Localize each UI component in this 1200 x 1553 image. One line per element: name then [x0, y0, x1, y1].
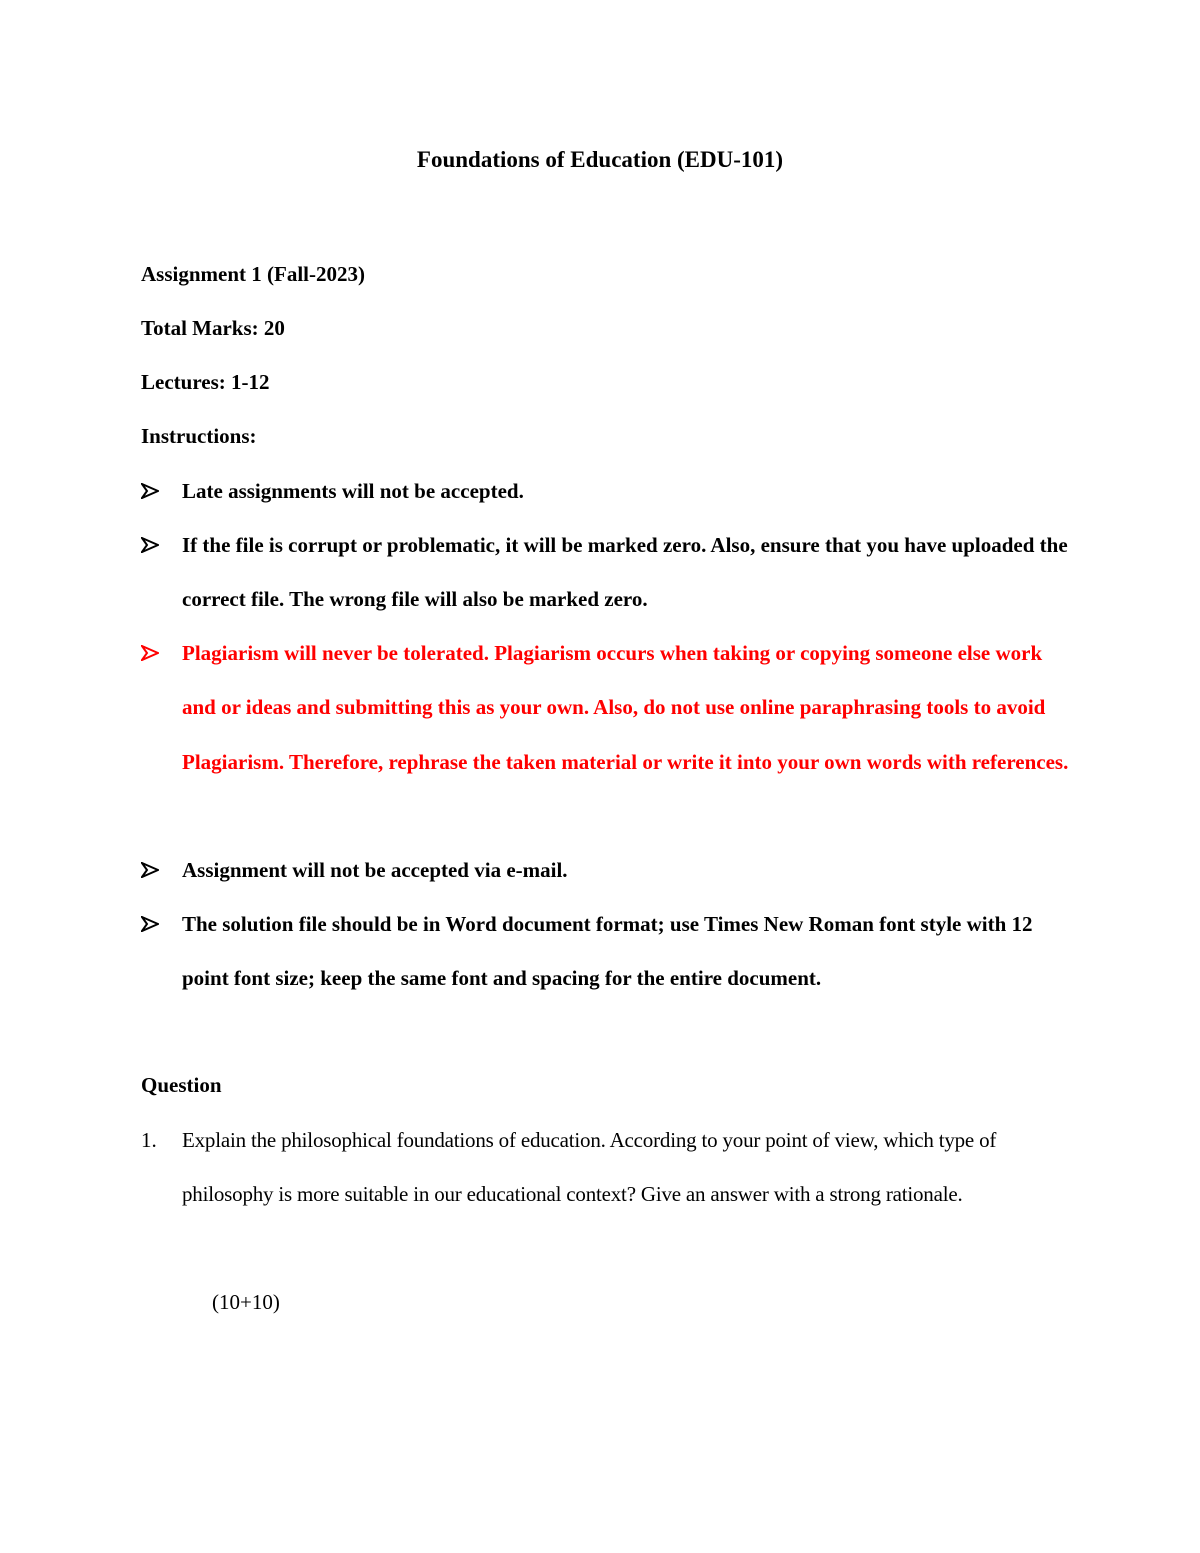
instruction-item — [141, 530, 1081, 627]
arrowhead-bullet-icon — [141, 476, 165, 506]
instruction-text: Late assignments will not be accepted. — [182, 479, 524, 503]
instruction-item — [141, 476, 1081, 518]
instruction-text: The solution file should be in Word document format; use Times New Roman font style with 12 point font size; keep the same font and spacing for the entire document. — [182, 912, 1033, 991]
instruction-text: Plagiarism will never be tolerated. Plagiarism occurs when taking or copying someone else work and or ideas and submitting this as your own. Also, do not use online paraphrasing tools to avoid Plagiarism. Therefore, rephrase the taken material or write it into your own words with references. — [182, 641, 1069, 774]
lectures-label: Lectures: 1-12 — [141, 370, 270, 394]
instruction-text: If the file is corrupt or problematic, it will be marked zero. Also, ensure that you have uploaded the correct file. The wrong file will also be marked zero. — [182, 533, 1068, 612]
arrowhead-bullet-icon — [141, 530, 165, 560]
arrowhead-bullet-icon — [141, 909, 165, 939]
document-title: Foundations of Education (EDU-101) — [416, 147, 784, 172]
question-text: Explain the philosophical foundations of education. According to your point of view, which type of philosophy is more suitable in our educational context? Give an answer with a strong rationale. — [182, 1128, 997, 1207]
question-heading: Question — [141, 1073, 222, 1097]
arrowhead-bullet-icon — [141, 855, 165, 885]
total-marks-label: Total Marks: 20 — [141, 316, 285, 340]
instruction-text: Assignment will not be accepted via e-mail. — [182, 858, 568, 882]
question-item — [141, 1125, 1081, 1222]
instruction-item-plagiarism — [141, 638, 1081, 789]
assignment-label: Assignment 1 (Fall-2023) — [141, 262, 365, 286]
instruction-item — [141, 855, 1081, 897]
instructions-heading: Instructions: — [141, 424, 257, 448]
question-number: 1. — [141, 1128, 157, 1152]
arrowhead-bullet-icon — [141, 638, 165, 668]
marks-breakdown: (10+10) — [212, 1290, 280, 1314]
instruction-item — [141, 909, 1081, 1006]
